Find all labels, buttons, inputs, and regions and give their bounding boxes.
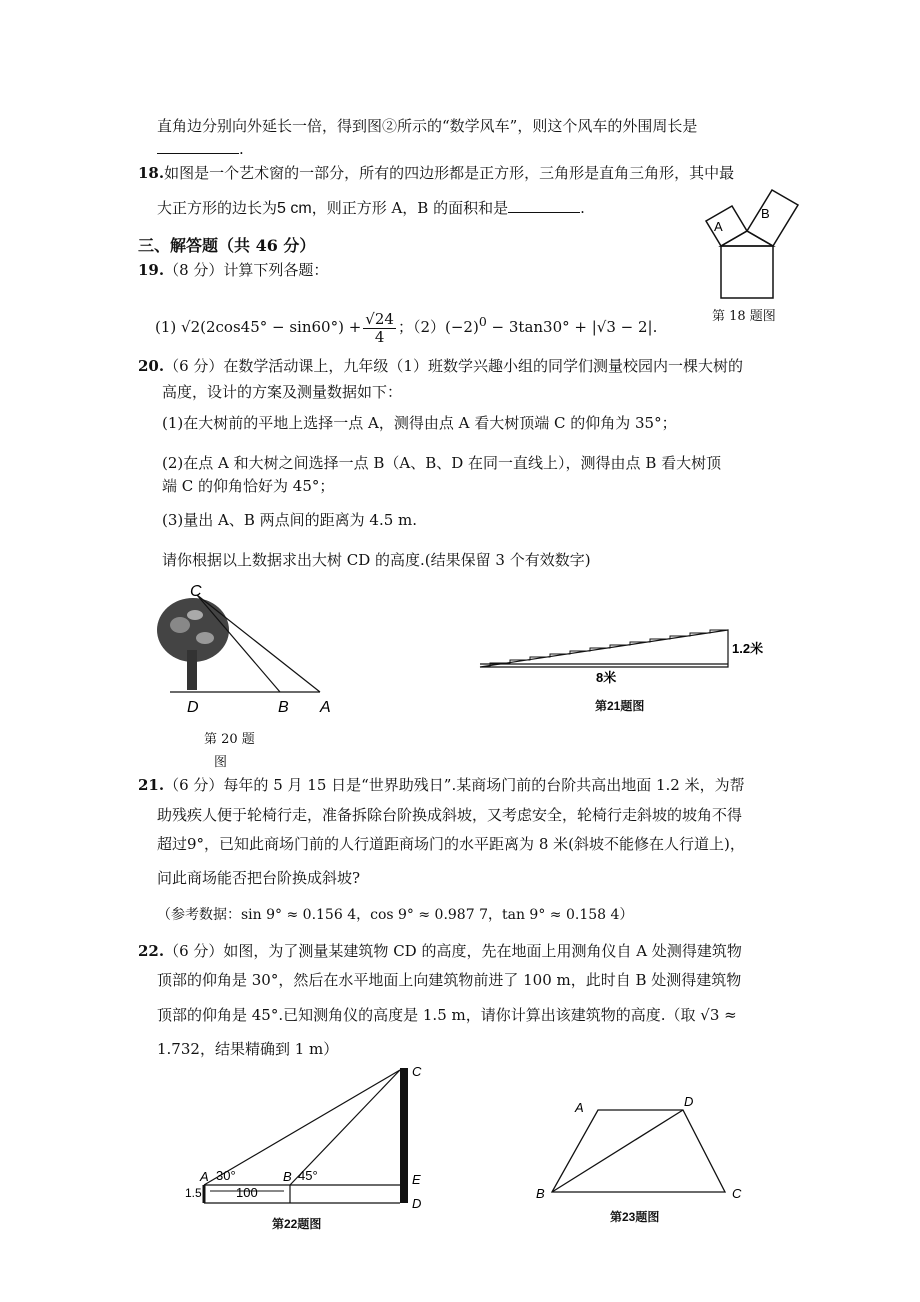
q21-line3: 超过9°，已知此商场门前的人行道距商场门的水平距离为 8 米(斜坡不能修在人行道上)， xyxy=(157,835,745,853)
fig22-label-d: D xyxy=(412,1196,422,1211)
fig22-label-a: A xyxy=(200,1169,209,1184)
fig22-height: 1.5 xyxy=(185,1186,202,1200)
q20-ask: 请你根据以上数据求出大树 CD 的高度.(结果保留 3 个有效数字) xyxy=(162,551,591,569)
fig20-caption-2: 图 xyxy=(214,755,228,770)
fig22-label-c: C xyxy=(412,1064,422,1079)
fig20-tree-diagram xyxy=(150,580,350,720)
fig23-label-d: D xyxy=(684,1094,694,1109)
q20-step2b: 端 C 的仰角恰好为 45°； xyxy=(162,477,335,495)
fig20-label-c: C xyxy=(190,583,202,600)
q18-line1: 18.如图是一个艺术窗的一部分，所有的四边形都是正方形，三角形是直角三角形，其中最 xyxy=(138,164,735,182)
q22-line1: 22.（6 分）如图，为了测量某建筑物 CD 的高度，先在地面上用测角仪自 A 处测得建筑物 xyxy=(138,942,742,960)
q19-expressions: (1) √2(2cos45° − sin60°) + $\frac{√24}{4}$ ；$(2)(-2)^0 - 3\tan 30^\circ + |√3 - 2|$. xyxy=(155,309,658,346)
fig23-trapezoid-diagram xyxy=(530,1090,760,1210)
fig21-caption: 第21题图 xyxy=(595,699,645,713)
answer-blank[interactable] xyxy=(157,139,239,154)
q22-line4: 1.732，结果精确到 1 m） xyxy=(157,1040,339,1058)
q22-line3: 顶部的仰角是 45°.已知测角仪的高度是 1.5 m，请你计算出该建筑物的高度.（取 √3 ≈ xyxy=(157,1006,737,1024)
q18-line2: 大正方形的边长为5 cm，则正方形 A，B 的面积和是 . xyxy=(157,199,585,217)
fig18-caption: 第 18 题图 xyxy=(712,309,776,324)
q17-line1: 直角边分别向外延长一倍，得到图②所示的“数学风车”，则这个风车的外围周长是 xyxy=(157,117,698,135)
fig23-label-b: B xyxy=(536,1186,545,1201)
q20-step1: (1)在大树前的平地上选择一点 A，测得由点 A 看大树顶端 C 的仰角为 35°； xyxy=(162,414,677,432)
fig22-label-e: E xyxy=(412,1172,421,1187)
fig22-building-diagram xyxy=(180,1060,440,1235)
fig20-label-d: D xyxy=(187,699,199,716)
q21-line2: 助残疾人便于轮椅行走，准备拆除台阶换成斜坡，又考虑安全，轮椅行走斜坡的坡角不得 xyxy=(157,806,743,824)
fig21-height: 1.2米 xyxy=(732,641,764,656)
fraction: $\frac{√24}{4}$ xyxy=(365,309,394,346)
q17-answer-line: . xyxy=(157,139,244,159)
fig20-label-b: B xyxy=(278,699,289,716)
fig22-label-b: B xyxy=(283,1169,292,1184)
q20-line2: 高度，设计的方案及测量数据如下： xyxy=(162,383,403,401)
fig20-caption: 第 20 题 xyxy=(204,732,255,747)
section-title: 三、解答题（共 46 分） xyxy=(138,236,316,255)
q20-step3: (3)量出 A、B 两点间的距离为 4.5 m. xyxy=(162,511,418,529)
fig23-label-c: C xyxy=(732,1186,742,1201)
q21-line4: 问此商场能否把台阶换成斜坡? xyxy=(157,869,361,887)
fig22-distance: 100 xyxy=(236,1185,258,1200)
fig22-angle-45: 45° xyxy=(298,1168,318,1183)
fig18-label-a: A xyxy=(714,219,723,234)
fig18-diagram xyxy=(695,183,810,303)
fig23-label-a: A xyxy=(575,1100,584,1115)
q20-line1: 20.（6 分）在数学活动课上，九年级（1）班数学兴趣小组的同学们测量校园内一棵大树的 xyxy=(138,357,743,375)
q19-line1: 19.（8 分）计算下列各题： xyxy=(138,261,329,279)
fig20-label-a: A xyxy=(320,699,331,716)
fig22-caption: 第22题图 xyxy=(272,1217,322,1231)
q20-step2a: (2)在点 A 和大树之间选择一点 B（A、B、D 在同一直线上），测得由点 B 看大树顶 xyxy=(162,454,722,472)
q21-reference-data: （参考数据：sin 9° ≈ 0.156 4，cos 9° ≈ 0.987 7，tan 9° ≈ 0.158 4） xyxy=(157,907,634,923)
answer-blank[interactable] xyxy=(508,198,580,213)
fig23-caption: 第23题图 xyxy=(610,1210,660,1224)
q22-line2: 顶部的仰角是 30°，然后在水平地面上向建筑物前进了 100 m，此时自 B 处测得建筑物 xyxy=(157,971,742,989)
fig21-length: 8米 xyxy=(596,670,617,685)
fig18-label-b: B xyxy=(761,206,770,221)
fig22-angle-30: 30° xyxy=(216,1168,236,1183)
q21-line1: 21.（6 分）每年的 5 月 15 日是“世界助残日”.某商场门前的台阶共高出地面 1.2 米，为帮 xyxy=(138,776,745,794)
